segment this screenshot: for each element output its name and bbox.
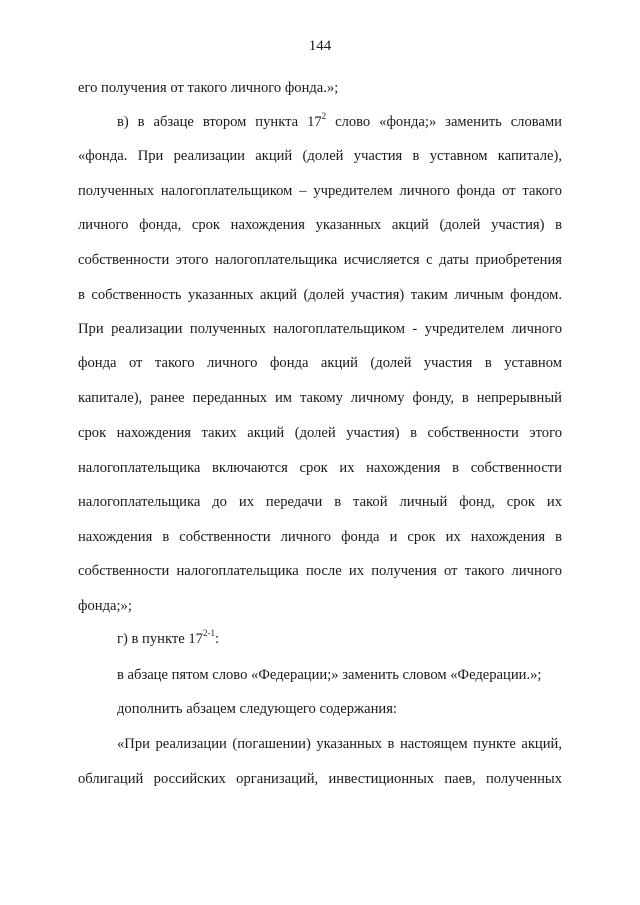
text-line: фонда;»; [78,598,132,614]
text-line: При реализации полученных налогоплательщиком - учредителем личного [78,321,562,337]
text-line: в абзаце пятом слово «Федерации;» заменить словом «Федерации.»; [117,667,542,683]
page-number: 144 [308,38,332,54]
text-line: полученных налогоплательщиком – учредителем личного фонда от такого [78,183,562,199]
text-line: личного фонда, срок нахождения указанных акций (долей участия) в [78,217,562,233]
text-segment: в) в абзаце втором пункта 17 [117,114,322,130]
text-line: собственности налогоплательщика после их получения от такого личного [78,563,562,579]
text-segment: г) в пункте 17 [117,631,203,647]
text-line: «фонда. При реализации акций (долей участия в уставном капитале), [78,148,562,164]
text-line: его получения от такого личного фонда.»; [78,80,339,96]
text-line: налогоплательщика включаются срок их нахождения в собственности [78,460,562,476]
superscript: 2-1 [202,628,215,639]
text-line: облигаций российских организаций, инвестиционных паев, полученных [78,771,562,787]
text-line: срок нахождения таких акций (долей участия) в собственности этого [78,425,562,441]
text-line: нахождения в собственности личного фонда и срок их нахождения в [78,529,562,545]
text-line: собственности этого налогоплательщика исчисляется с даты приобретения [78,252,562,268]
text-line: капитале), ранее переданных им такому личному фонду, в непрерывный [78,390,562,406]
text-line: налогоплательщика до их передачи в такой личный фонд, срок их [78,494,562,510]
text-line: «При реализации (погашении) указанных в настоящем пункте акций, [117,736,562,752]
text-line: в собственность указанных акций (долей участия) таким личным фондом. [78,287,562,303]
text-line: фонда от такого личного фонда акций (долей участия в уставном [78,355,562,371]
text-line: дополнить абзацем следующего содержания: [117,701,397,717]
text-line [117,630,562,648]
text-segment: : [214,631,220,647]
superscript: 2 [321,111,327,122]
text-line [117,113,562,131]
text-segment: слово «фонда;» заменить словами [326,114,562,130]
